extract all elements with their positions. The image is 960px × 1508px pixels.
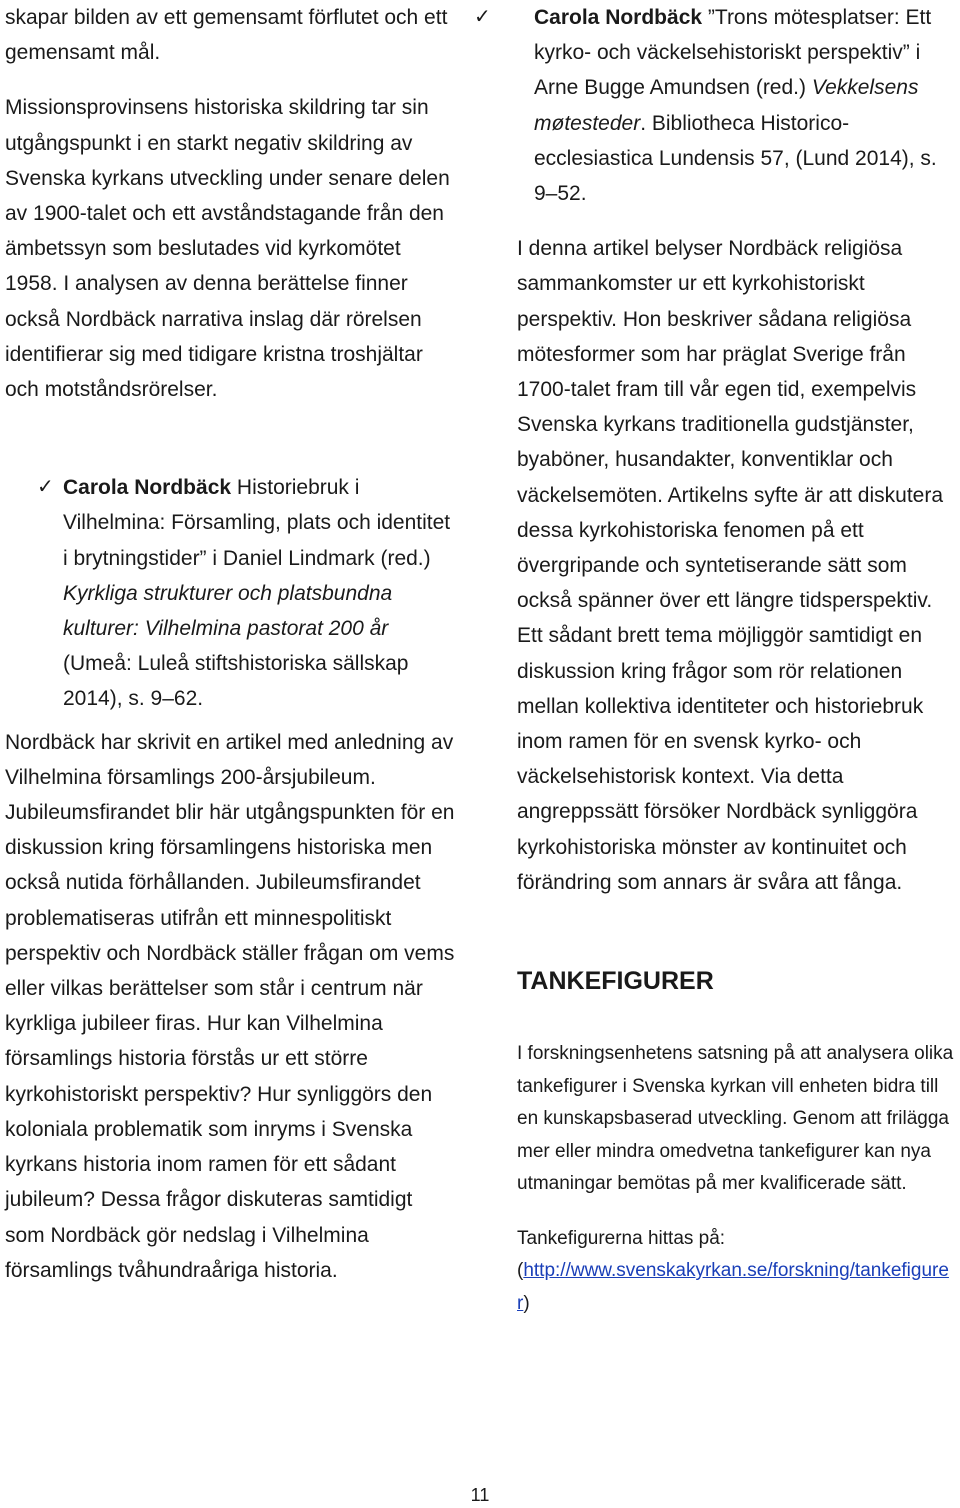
checkmark-icon: ✓ (474, 6, 491, 28)
paragraph-intro: skapar bilden av ett gemensamt förflutet och ett gemensamt mål. (5, 6, 448, 65)
reference-title: Vekkelsens møtesteder (534, 76, 919, 135)
reference-author: Carola Nordbäck (63, 476, 232, 500)
reference-title: Kyrkliga strukturer och platsbundna kulturer: Vilhelmina pastorat 200 år (63, 581, 393, 641)
reference-item-vilhelmina (5, 470, 455, 716)
link-label: Tankefigurerna hittas på: (517, 1227, 726, 1249)
paragraph-missionsprovinsen: Missionsprovinsens historiska skildring tar sin utgångspunkt i en starkt negativ skildring av Svenska kyrkans utveckling under senare delen av 1900-talet och ett avståndstagande från den ämbetssyn som beslutades vid kyrkomötet 1958. I analysen av denna berättelse finner också Nordbäck narrativa inslag där rörelsen identifierar sig med tidigare kristna troshjältar och motståndsrörelser. (5, 96, 450, 402)
reference-author: Carola Nordbäck (534, 6, 703, 29)
right-column: ✓ Carola Nordbäck ”Trons mötesplatser: Ett kyrko- och väckelsehistoriskt perspektiv” i Arne Bugge Amundsen (red.) Vekkelsens møtesteder. Bibliotheca Historico-ecclesiastica Lundensis 57, (Lund 2014), s. 9–52. I denna artikel belyser Nordbäck religiösa sammankomster ur ett kyrkohistoriskt perspektiv. Hon beskriver sådana religiösa mötesformer som har präglat Sverige från 1700-talet fram till vår egen tid, exempelvis Svenska kyrkans traditionella gudstjänster, byaböner, husandakter, konventiklar och väckelsemöten. Artikelns syfte är att diskutera dessa kyrkohistoriska fenomen på ett övergripande och syntetiserande sätt som också spänner över ett längre tidsperspektiv. Ett sådant brett tema möjliggör samtidigt en diskussion kring frågor som rör relationen mellan kollektiva identiteter och historiebruk inom ramen för en svensk kyrko- och väckelsehistorisk kontext. Via detta angreppssätt försöker Nordbäck synliggöra kyrkohistoriska mönster av kontinuitet och förändring som annars är svåra att fånga. TANKEFIGURER I forskningsenhetens satsning på att analysera olika tankefigurer i Svenska kyrkan vill enheten bidra till en kunskapsbaserad utveckling. Genom att frilägga mer eller mindra omedvetna tankefigurer kan nya utmaningar bemötas på mer kvalificerade sätt. Tankefigurerna hittas på: (http://www.svenskakyrkan.se/forskning/tankefigurer) (517, 0, 957, 1320)
reference-text-end: . Bibliotheca Historico-ecclesiastica Lundensis 57, (Lund 2014), s. 9–52. (534, 111, 937, 206)
reference-text: ”Trons mötesplatser: Ett kyrko- och väckelsehistoriskt perspektiv” i Arne Bugge Amundsen (red.) (534, 6, 932, 100)
section-heading: TANKEFIGURER (517, 967, 714, 996)
reference-text-end: (Umeå: Luleå stiftshistoriska sällskap 2014), s. 9–62. (63, 652, 409, 711)
paragraph-vilhelmina: Nordbäck har skrivit en artikel med anledning av Vilhelmina församlings 200-årsjubileum. Jubileumsfirandet blir här utgångspunkten för en diskussion kring församlingens historiska men också nutida förhållanden. Jubileumsfirandet problematiseras utifrån ett minnespolitiskt perspektiv och Nordbäck ställer frågan om vems eller vilkas berättelser som står i centrum när kyrkliga jubileer firas. Hur kan Vilhelmina församlings historia förstås ur ett större kyrkohistoriskt perspektiv? Hur synliggörs den koloniala problematik som inryms i Svenska kyrkans historia inom ramen för ett sådant jubileum? Dessa frågor diskuteras samtidigt som Nordbäck gör nedslag i Vilhelmina församlings tvåhundraåriga historia. (5, 730, 455, 1282)
paragraph-sammankomster: I denna artikel belyser Nordbäck religiösa sammankomster ur ett kyrkohistoriskt perspektiv. Hon beskriver sådana religiösa mötesformer som har präglat Sverige från 1700-talet fram till vår egen tid, exempelvis Svenska kyrkans traditionella gudstjänster, byaböner, husandakter, konventiklar och väckelsemöten. Artikelns syfte är att diskutera dessa kyrkohistoriska fenomen på ett övergripande och syntetiserande sätt som också spänner över ett längre tidsperspektiv. Ett sådant brett tema möjliggör samtidigt en diskussion kring frågor som rör relationen mellan kollektiva identiteter och historiebruk inom ramen för en svensk kyrko- och väckelsehistorisk kontext. Via detta angreppssätt försöker Nordbäck synliggöra kyrkohistoriska mönster av kontinuitet och förändring som annars är svåra att fånga. (517, 237, 944, 894)
reference-text: Historiebruk i Vilhelmina: Församling, plats och identitet i brytningstider” i Daniel Lindmark (red.) (63, 476, 451, 570)
tankefigurer-link[interactable]: http://www.svenskakyrkan.se/forskning/tankefigurer (517, 1260, 949, 1314)
checkmark-icon: ✓ (37, 476, 54, 499)
page-number: 11 (470, 1485, 490, 1505)
left-column (5, 0, 455, 1288)
paragraph-tankefigurer: I forskningsenhetens satsning på att analysera olika tankefigurer i Svenska kyrkan vill enheten bidra till en kunskapsbaserad utveckling. Genom att frilägga mer eller mindra omedvetna tankefigurer kan nya utmaningar bemötas på mer kvalificerade sätt. (517, 1043, 954, 1195)
reference-item-trons-motesplatser (474, 0, 957, 211)
